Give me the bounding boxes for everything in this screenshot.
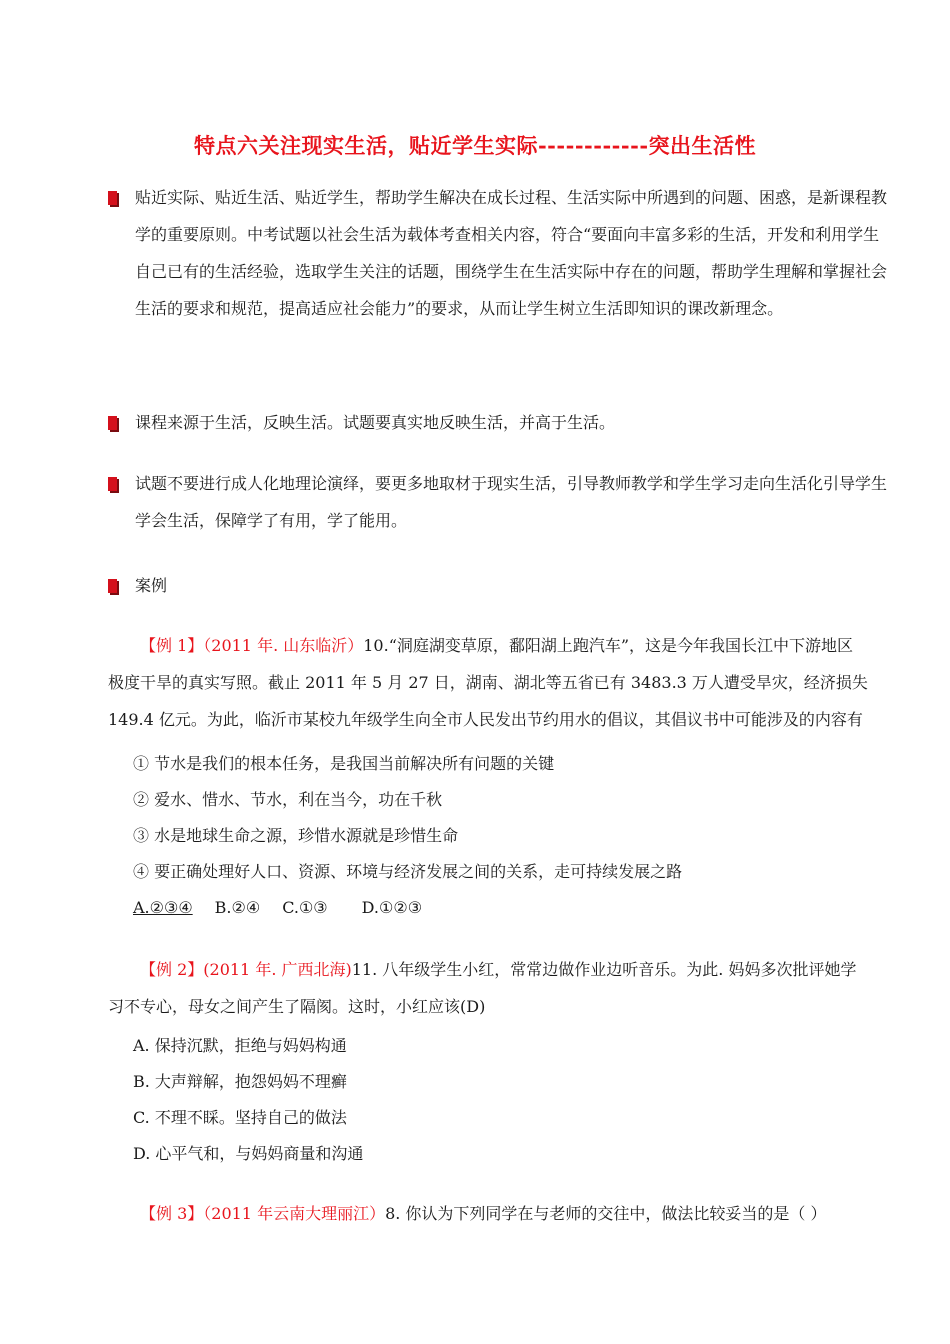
- choice-c: C.①③: [282, 898, 328, 917]
- choice-b: B.②④: [214, 898, 261, 917]
- example-2-option: B. 大声辩解，抱怨妈妈不理癣: [133, 1072, 347, 1091]
- bullet-text: 贴近实际、贴近生活、贴近学生，帮助学生解决在成长过程、生活实际中所遇到的问题、困惑，是新课程教学的重要原则。中考试题以社会生活为载体考查相关内容，符合“要面向丰富多彩的生活，开发和利用学生自己已有的生活经验，选取学生关注的话题，围绕学生在生活实际中存在的问题，帮助学生理解和掌握社会生活的要求和规范，提高适应社会能力”的要求，从而让学生树立生活即知识的课改新理念。: [135, 188, 888, 318]
- example-3-text: 8. 你认为下列同学在与老师的交往中，做法比较妥当的是（ ）: [385, 1204, 827, 1223]
- example-2-option: C. 不理不睬。坚持自己的做法: [133, 1108, 347, 1127]
- example-2-label: 【例 2】(2011 年. 广西北海): [140, 960, 352, 979]
- example-1-choices: [133, 896, 422, 920]
- example-3-label: 【例 3】（2011 年云南大理丽江）: [140, 1204, 386, 1223]
- bullet-text: 案例: [135, 576, 168, 595]
- example-2-paragraph: [108, 951, 868, 1025]
- example-3-paragraph: [108, 1195, 868, 1232]
- example-1-item: ③ 水是地球生命之源，珍惜水源就是珍惜生命: [133, 826, 459, 845]
- example-1-paragraph: [108, 627, 868, 738]
- page-title: 特点六关注现实生活，贴近学生实际------------突出生活性: [193, 133, 757, 158]
- example-2-text: 11. 八年级学生小红，常常边做作业边听音乐。为此. 妈妈多次批评她学习不专心，母女之间产生了隔阂。这时，小红应该(D): [108, 960, 857, 1016]
- bullet-text: 课程来源于生活，反映生活。试题要真实地反映生活，并高于生活。: [135, 413, 616, 432]
- choice-a: A.②③④: [133, 898, 193, 917]
- choice-d: D.①②③: [361, 898, 423, 917]
- example-2-option: A. 保持沉默，拒绝与妈妈构通: [133, 1036, 347, 1055]
- example-1-item: ② 爱水、惜水、节水，利在当今，功在千秋: [133, 790, 443, 809]
- example-2-option: D. 心平气和，与妈妈商量和沟通: [133, 1144, 364, 1163]
- bullet-square-icon: [108, 477, 117, 491]
- bullet-square-icon: [108, 191, 117, 205]
- bullet-text: 试题不要进行成人化地理论演绎，要更多地取材于现实生活，引导教师教学和学生学习走向生活化引导学生学会生活，保障学了有用，学了能用。: [135, 474, 888, 530]
- bullet-square-icon: [108, 579, 117, 593]
- example-1-label: 【例 1】（2011 年. 山东临沂）: [140, 636, 364, 655]
- example-1-text: 10.“洞庭湖变草原，鄱阳湖上跑汽车”，这是今年我国长江中下游地区极度干旱的真实写照。截止 2011 年 5 月 27 日，湖南、湖北等五省已有 3483.3 万人遭受旱灾，经济损失 149.4 亿元。为此，临沂市某校九年级学生向全市人民发出节约用水的倡议，其倡议书中可能涉及的内容有: [108, 636, 868, 729]
- example-1-item: ④ 要正确处理好人口、资源、环境与经济发展之间的关系，走可持续发展之路: [133, 862, 683, 881]
- bullet-square-icon: [108, 416, 117, 430]
- example-1-item: ① 节水是我们的根本任务，是我国当前解决所有问题的关键: [133, 754, 555, 773]
